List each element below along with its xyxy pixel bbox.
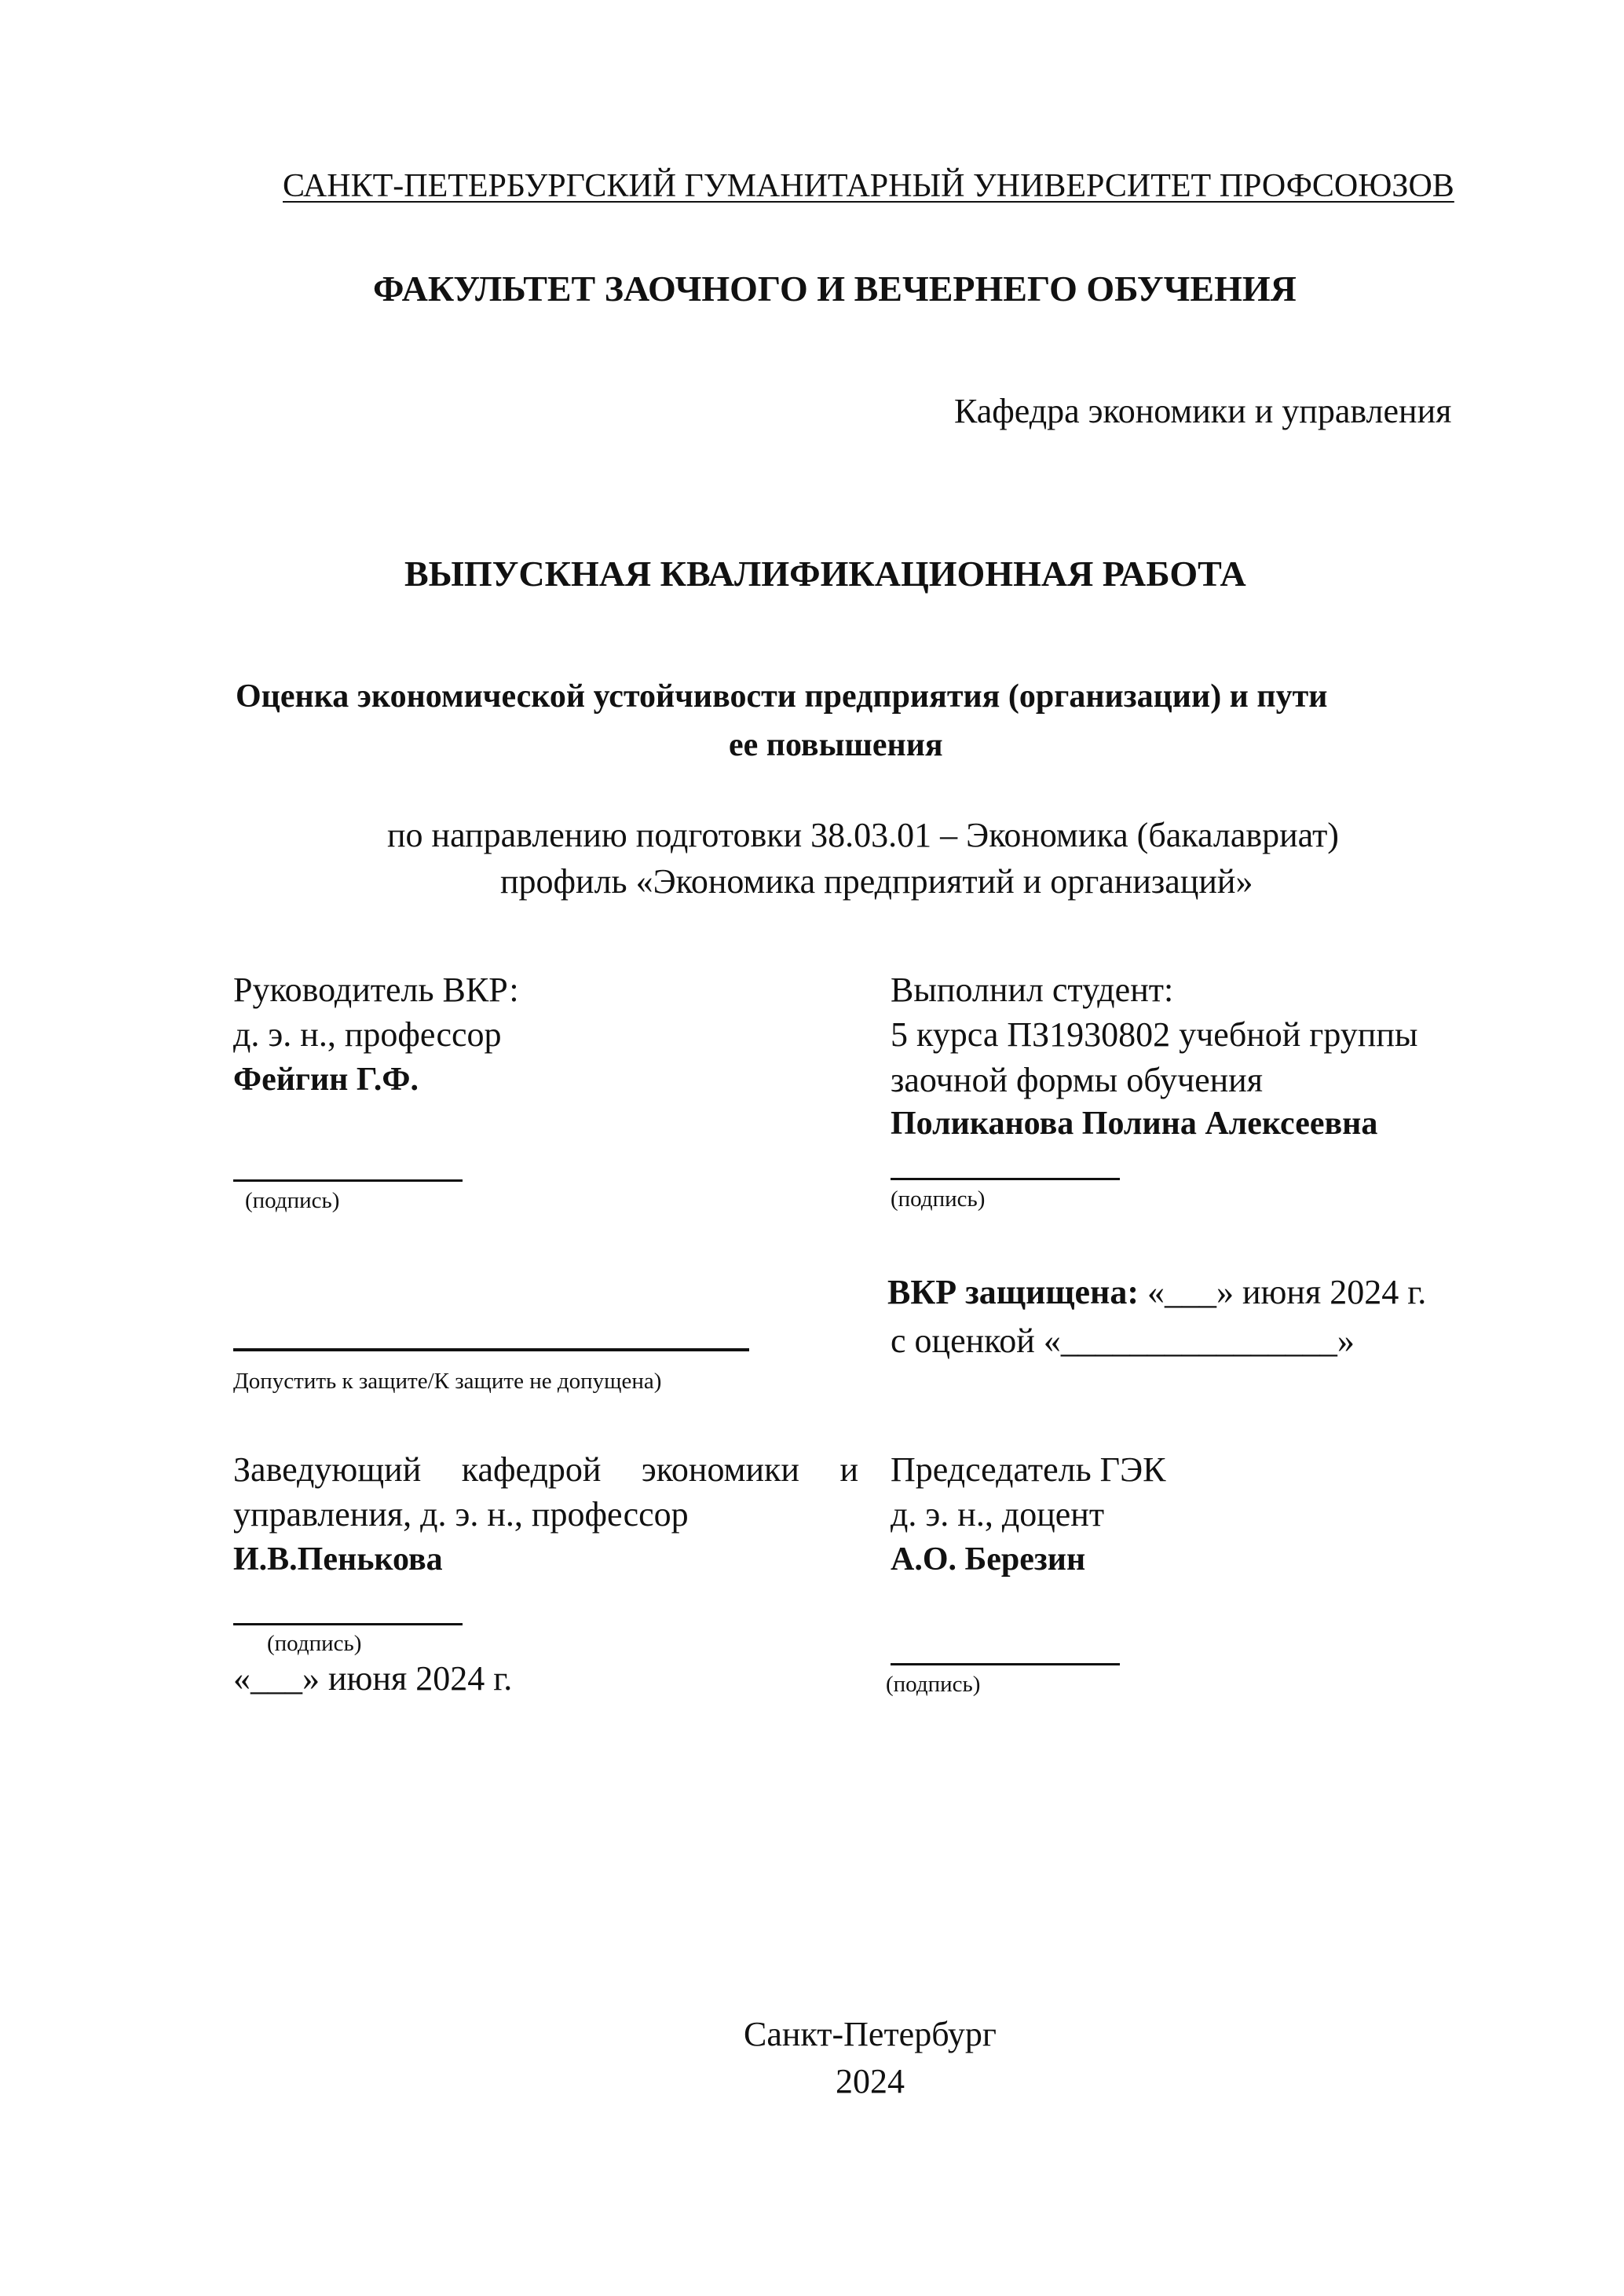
supervisor-signature-line: [233, 1179, 463, 1182]
head-heading-word: кафедрой: [461, 1450, 602, 1489]
head-signature-line: [233, 1623, 463, 1625]
admission-line: [233, 1348, 749, 1351]
gek-heading: Председатель ГЭК: [891, 1450, 1166, 1489]
head-name: И.В.Пенькова: [233, 1541, 443, 1578]
supervisor-name: Фейгин Г.Ф.: [233, 1062, 419, 1098]
student-name: Поликанова Полина Алексеевна: [891, 1106, 1378, 1142]
student-course: 5 курса ПЗ1930802 учебной группы: [891, 1015, 1418, 1054]
footer-city: Санкт-Петербург: [744, 2015, 997, 2053]
supervisor-signature-label: (подпись): [245, 1188, 340, 1213]
student-heading: Выполнил студент:: [891, 971, 1174, 1009]
head-date: «___» июня 2024 г.: [233, 1659, 513, 1698]
head-heading-word: и: [839, 1450, 858, 1489]
gek-name: А.О. Березин: [891, 1541, 1086, 1578]
work-title-line2: ее повышения: [729, 727, 943, 763]
faculty-name: ФАКУЛЬТЕТ ЗАОЧНОГО И ВЕЧЕРНЕГО ОБУЧЕНИЯ: [373, 269, 1297, 309]
head-heading-line2: управления, д. э. н., профессор: [233, 1495, 689, 1534]
supervisor-degree: д. э. н., профессор: [233, 1015, 502, 1054]
defense-label: ВКР защищена:: [887, 1273, 1139, 1311]
gek-signature-label: (подпись): [886, 1672, 981, 1697]
university-name: САНКТ-ПЕТЕРБУРГСКИЙ ГУМАНИТАРНЫЙ УНИВЕРСИТЕТ ПРОФСОЮЗОВ: [283, 168, 1454, 204]
supervisor-heading: Руководитель ВКР:: [233, 971, 519, 1009]
work-type: ВЫПУСКНАЯ КВАЛИФИКАЦИОННАЯ РАБОТА: [404, 554, 1246, 594]
head-heading-word: экономики: [641, 1450, 799, 1489]
admission-label: Допустить к защите/К защите не допущена): [233, 1369, 662, 1394]
defense-grade: с оценкой «________________»: [891, 1322, 1355, 1360]
head-signature-label: (подпись): [267, 1631, 362, 1656]
defense-date: «___» июня 2024 г.: [1147, 1273, 1427, 1311]
gek-degree: д. э. н., доцент: [891, 1495, 1105, 1534]
department-name: Кафедра экономики и управления: [954, 392, 1452, 430]
footer-year: 2024: [836, 2062, 905, 2100]
head-heading-word: Заведующий: [233, 1450, 422, 1489]
study-profile: профиль «Экономика предприятий и организаций»: [500, 862, 1253, 901]
defense-status: [887, 1272, 1426, 1314]
work-title-line1: Оценка экономической устойчивости предприятия (организации) и пути: [236, 678, 1328, 715]
study-direction: по направлению подготовки 38.03.01 – Экономика (бакалавриат): [387, 816, 1339, 854]
student-form: заочной формы обучения: [891, 1061, 1263, 1099]
student-signature-line: [891, 1178, 1120, 1180]
gek-signature-line: [891, 1663, 1120, 1665]
head-heading-line1: [233, 1450, 858, 1491]
student-signature-label: (подпись): [891, 1186, 986, 1212]
